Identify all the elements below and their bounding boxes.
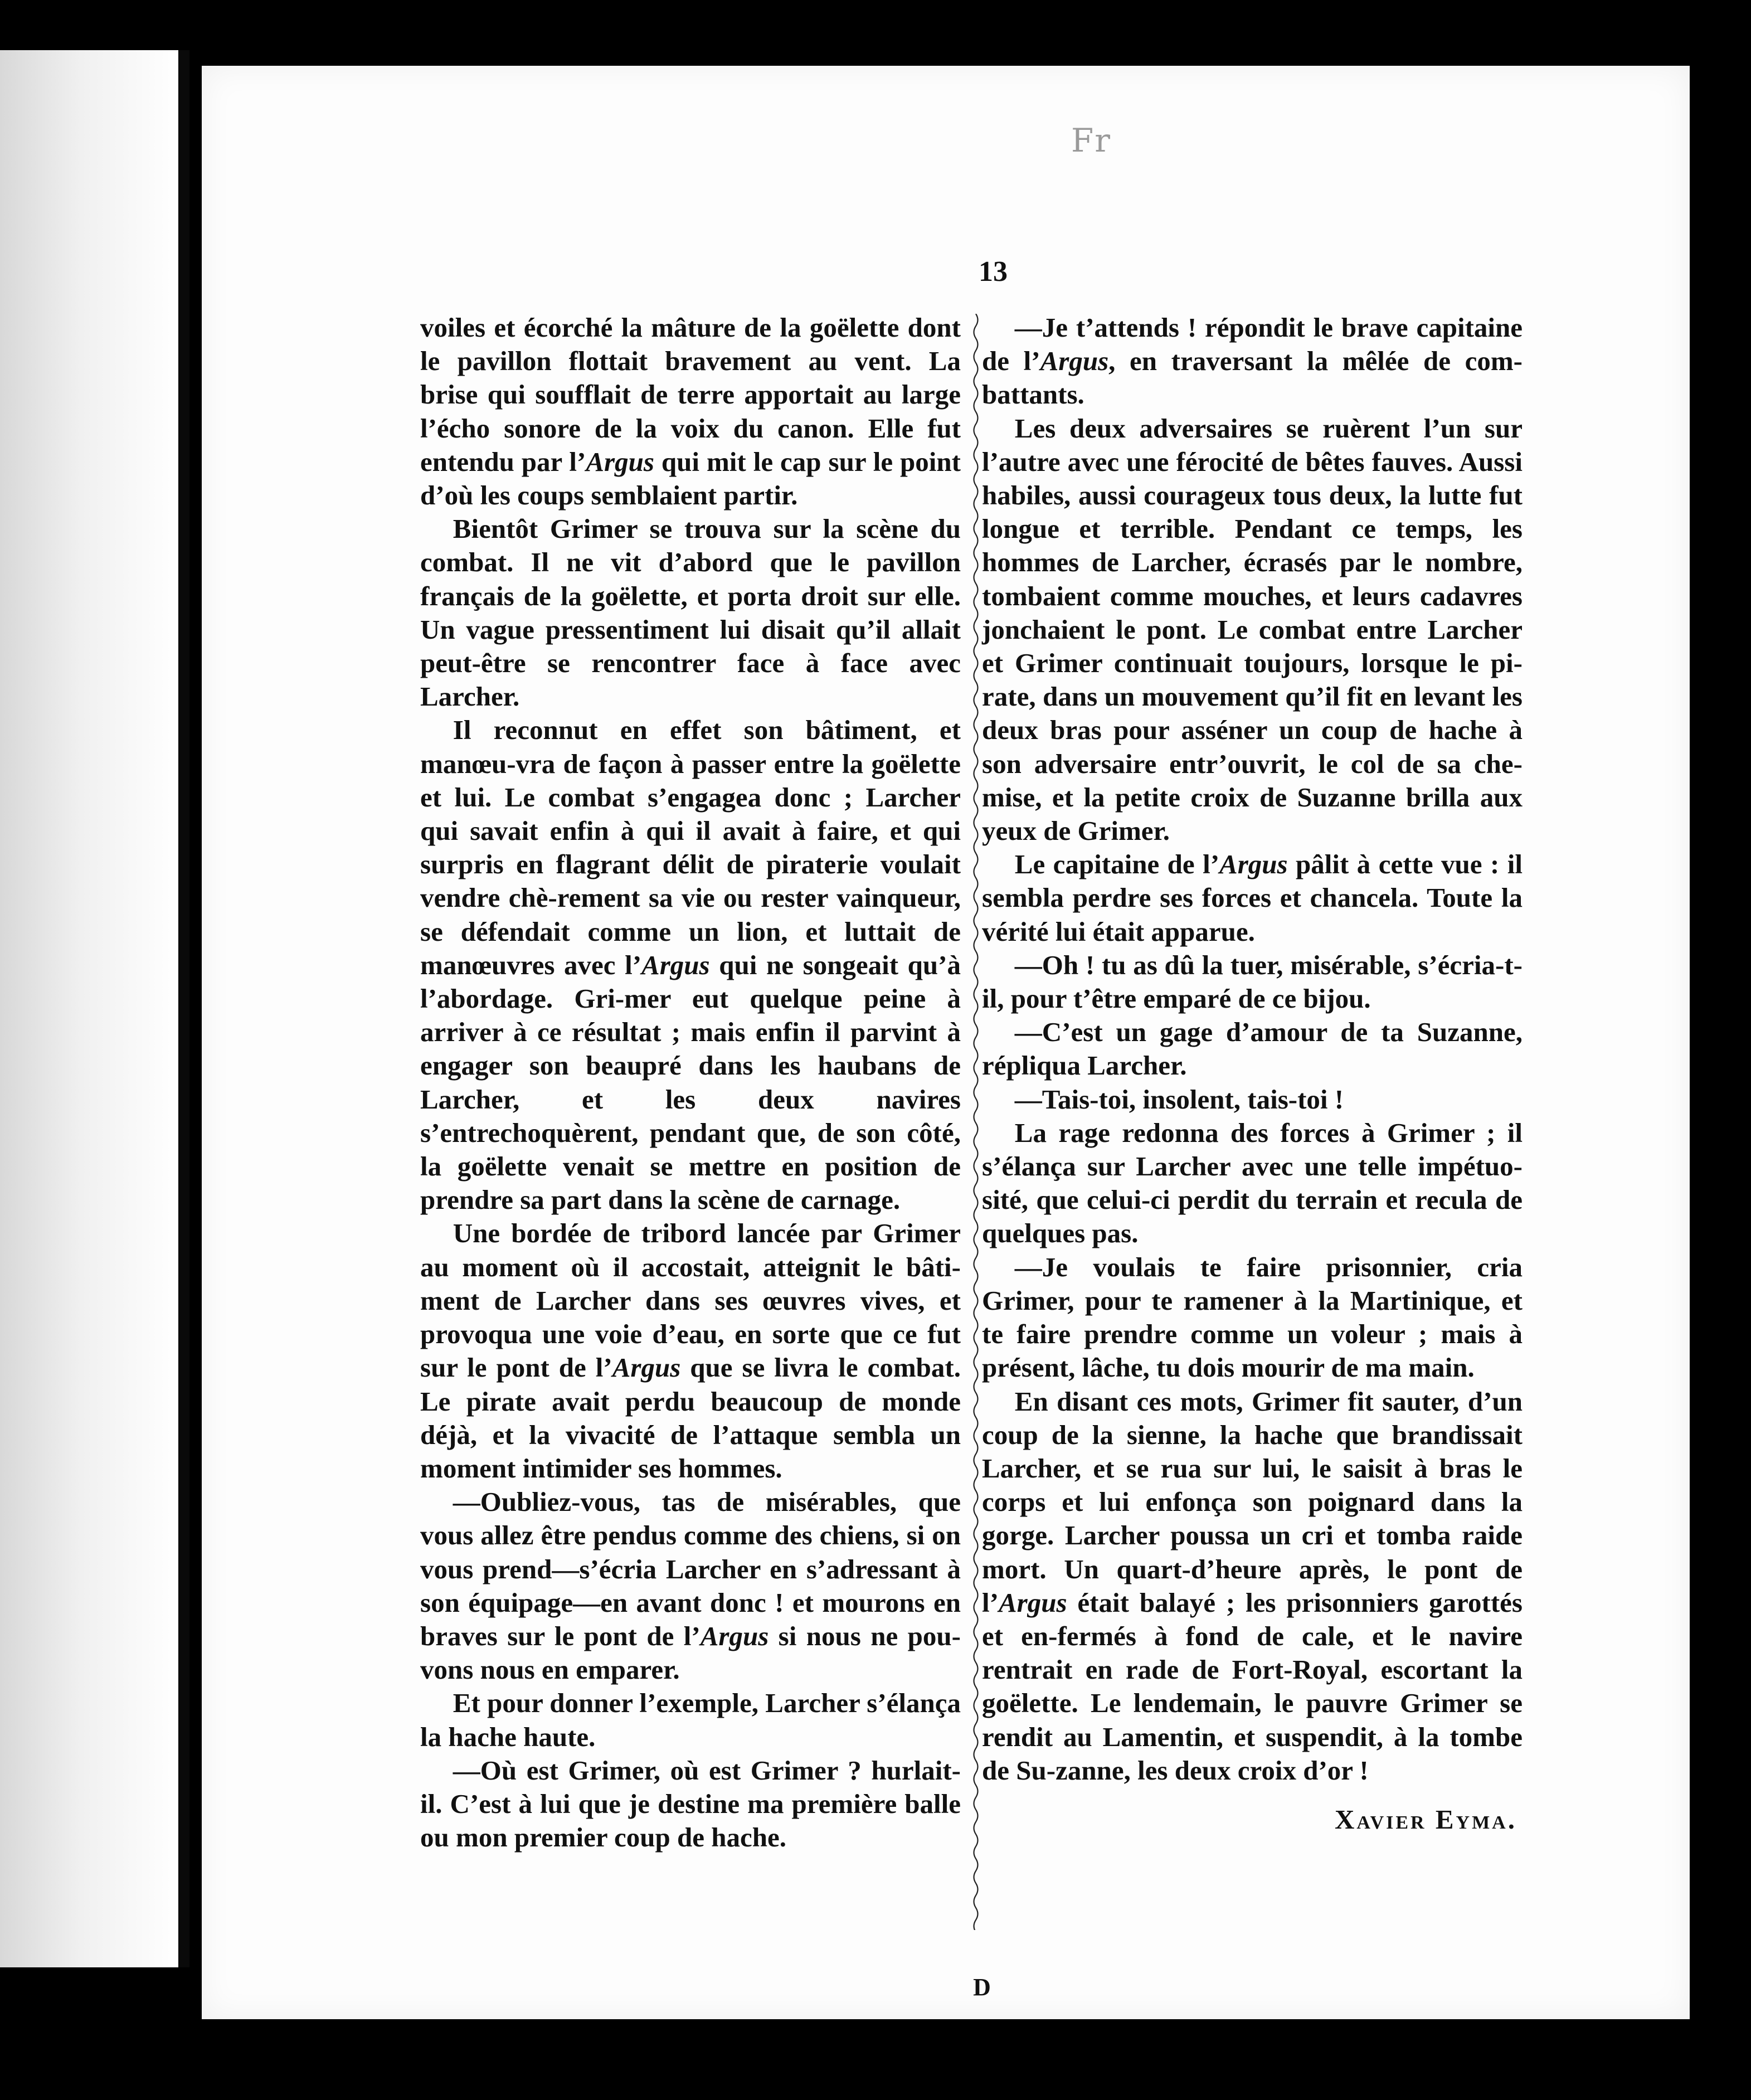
paragraph	[982, 1116, 1523, 1251]
text-run: —Tais-toi, insolent, tais-toi !	[1014, 1083, 1344, 1115]
column-divider	[970, 314, 982, 1930]
text-run: Il reconnut en effet son bâtiment, et manœu-vra de façon à passer entre la goëlette et lui. Le combat s’engagea donc ; Larcher qui savait enfin à qui il avait à faire, et qui surpris en flagrant délit de piraterie voulait vendre chè-rement sa vie ou rester vainqueur, se défendait comme un lion, et luttait de manœuvres avec l’	[420, 714, 961, 980]
page-number: 13	[979, 256, 1008, 288]
text-run: qui ne songeait qu’à l’abordage. Gri-mer eut quelque peine à arriver à ce résultat ; mais enfin il parvint à engager son beaupré dans les haubans de Larcher, et les deux navires s’entrechoquèrent, pendant que, de son côté, la goëlette venait se mettre en position de prendre sa part dans la scène de carnage.	[420, 949, 961, 1216]
text-run: si nous ne pou-vons nous en emparer.	[420, 1620, 961, 1685]
paragraph	[982, 848, 1523, 949]
ship-name: Argus	[700, 1620, 769, 1651]
text-column-left	[420, 311, 961, 1854]
text-column-right	[982, 311, 1523, 1836]
facing-page-edge	[0, 50, 178, 1967]
paragraph	[982, 949, 1523, 1015]
text-run: Le capitaine de l’	[1014, 849, 1220, 880]
paragraph	[982, 1251, 1523, 1385]
gutter-shadow	[179, 50, 189, 1967]
text-run: Et pour donner l’exemple, Larcher s’élança la hache haute.	[420, 1688, 961, 1752]
paragraph	[982, 1015, 1523, 1082]
book-page	[202, 66, 1690, 2019]
text-run: —Oubliez-vous, tas de misérables, que vous allez être pendus comme des chiens, si on vous prend—s’écria Larcher en s’adressant à son équipage—en avant donc ! et mourons en braves sur le pont de l’	[420, 1486, 961, 1651]
ship-name: Argus	[641, 949, 710, 980]
paragraph	[982, 1385, 1523, 1787]
paragraph	[420, 311, 961, 512]
ship-name: Argus	[1040, 346, 1109, 377]
paragraph	[420, 1217, 961, 1485]
paragraph	[420, 1754, 961, 1855]
text-run: était balayé ; les prisonniers garottés et en-fermés à fond de cale, et le navire rentrait en rade de Fort-Royal, escortant la goëlette. Le lendemain, le pauvre Grimer se rendit au Lamentin, et suspendit, à la tombe de Su-zanne, les deux croix d’or !	[982, 1587, 1523, 1786]
author-signature: Xavier Eyma.	[1335, 1804, 1517, 1835]
text-run: —Oh ! tu as dû la tuer, misérable, s’écria-t-il, pour t’être emparé de ce bijou.	[982, 949, 1523, 1014]
page-content	[202, 66, 1690, 2019]
text-run: pâlit à cette vue : il sembla perdre ses forces et chancela. Toute la vérité lui était apparue.	[982, 849, 1523, 947]
text-run: Une bordée de tribord lancée par Grimer au moment où il accostait, atteignit le bâti-ment de Larcher dans ses œuvres vives, et provoqua une voie d’eau, en sorte que ce fut sur le pont de l’	[420, 1218, 961, 1383]
text-run: , en traversant la mêlée de com-battants.	[982, 346, 1523, 410]
text-run: Bientôt Grimer se trouva sur la scène du combat. Il ne vit d’abord que le pavillon français de la goëlette, et porta droit sur elle. Un vague pressentiment lui disait qu’il allait peut-être se rencontrer face à face avec Larcher.	[420, 513, 961, 712]
pencil-annotation: Fr	[1071, 121, 1111, 159]
paragraph	[420, 512, 961, 713]
paragraph	[982, 1083, 1523, 1116]
text-run: —Je t’attends ! répondit le brave capitaine de l’	[982, 312, 1523, 377]
ship-name: Argus	[612, 1352, 681, 1383]
text-run: que se livra le combat. Le pirate avait perdu beaucoup de monde déjà, et la vivacité de l’attaque sembla un moment intimider ses hommes.	[420, 1352, 961, 1484]
paragraph	[420, 713, 961, 1217]
paragraph	[982, 311, 1523, 412]
text-run: Les deux adversaires se ruèrent l’un sur l’autre avec une férocité de bêtes fauves. Aussi habiles, aussi courageux tous deux, la lutte fut longue et terrible. Pendant ce temps, les hommes de Larcher, écrasés par le nombre, tombaient comme mouches, et leurs cadavres jonchaient le pont. Le combat entre Larcher et Grimer continuait toujours, lorsque le pi-rate, dans un mouvement qu’il fit en levant les deux bras pour asséner un coup de hache à son adversaire entr’ouvrit, le col de sa che-mise, et la petite croix de Suzanne brilla aux yeux de Grimer.	[982, 412, 1523, 847]
signature-mark: D	[973, 1973, 991, 2001]
text-run: —C’est un gage d’amour de ta Suzanne, répliqua Larcher.	[982, 1017, 1523, 1081]
text-run: voiles et écorché la mâture de la goëlette dont le pavillon flottait bravement au vent. La brise qui soufflait de terre apportait au large l’écho sonore de la voix du canon. Elle fut entendu par l’	[420, 312, 961, 477]
ship-name: Argus	[1219, 849, 1288, 880]
text-run: —Où est Grimer, où est Grimer ? hurlait-il. C’est à lui que je destine ma première balle ou mon premier coup de hache.	[420, 1754, 961, 1853]
paragraph	[982, 412, 1523, 848]
text-run: qui mit le cap sur le point d’où les coups semblaient partir.	[420, 446, 961, 511]
paragraph	[420, 1686, 961, 1753]
text-run: La rage redonna des forces à Grimer ; il s’élança sur Larcher avec une telle impétuo-sité, que celui-ci perdit du terrain et recula de quelques pas.	[982, 1117, 1523, 1249]
ship-name: Argus	[586, 446, 654, 477]
text-run: —Je voulais te faire prisonnier, cria Grimer, pour te ramener à la Martinique, et te faire prendre comme un voleur ; mais à présent, lâche, tu dois mourir de ma main.	[982, 1251, 1523, 1383]
text-run: En disant ces mots, Grimer fit sauter, d’un coup de la sienne, la hache que brandissait Larcher, et se rua sur lui, le saisit à bras le corps et lui enfonça son poignard dans la gorge. Larcher poussa un cri et tomba raide mort. Un quart-d’heure après, le pont de l’	[982, 1386, 1523, 1618]
ship-name: Argus	[998, 1587, 1067, 1618]
paragraph	[420, 1485, 961, 1686]
